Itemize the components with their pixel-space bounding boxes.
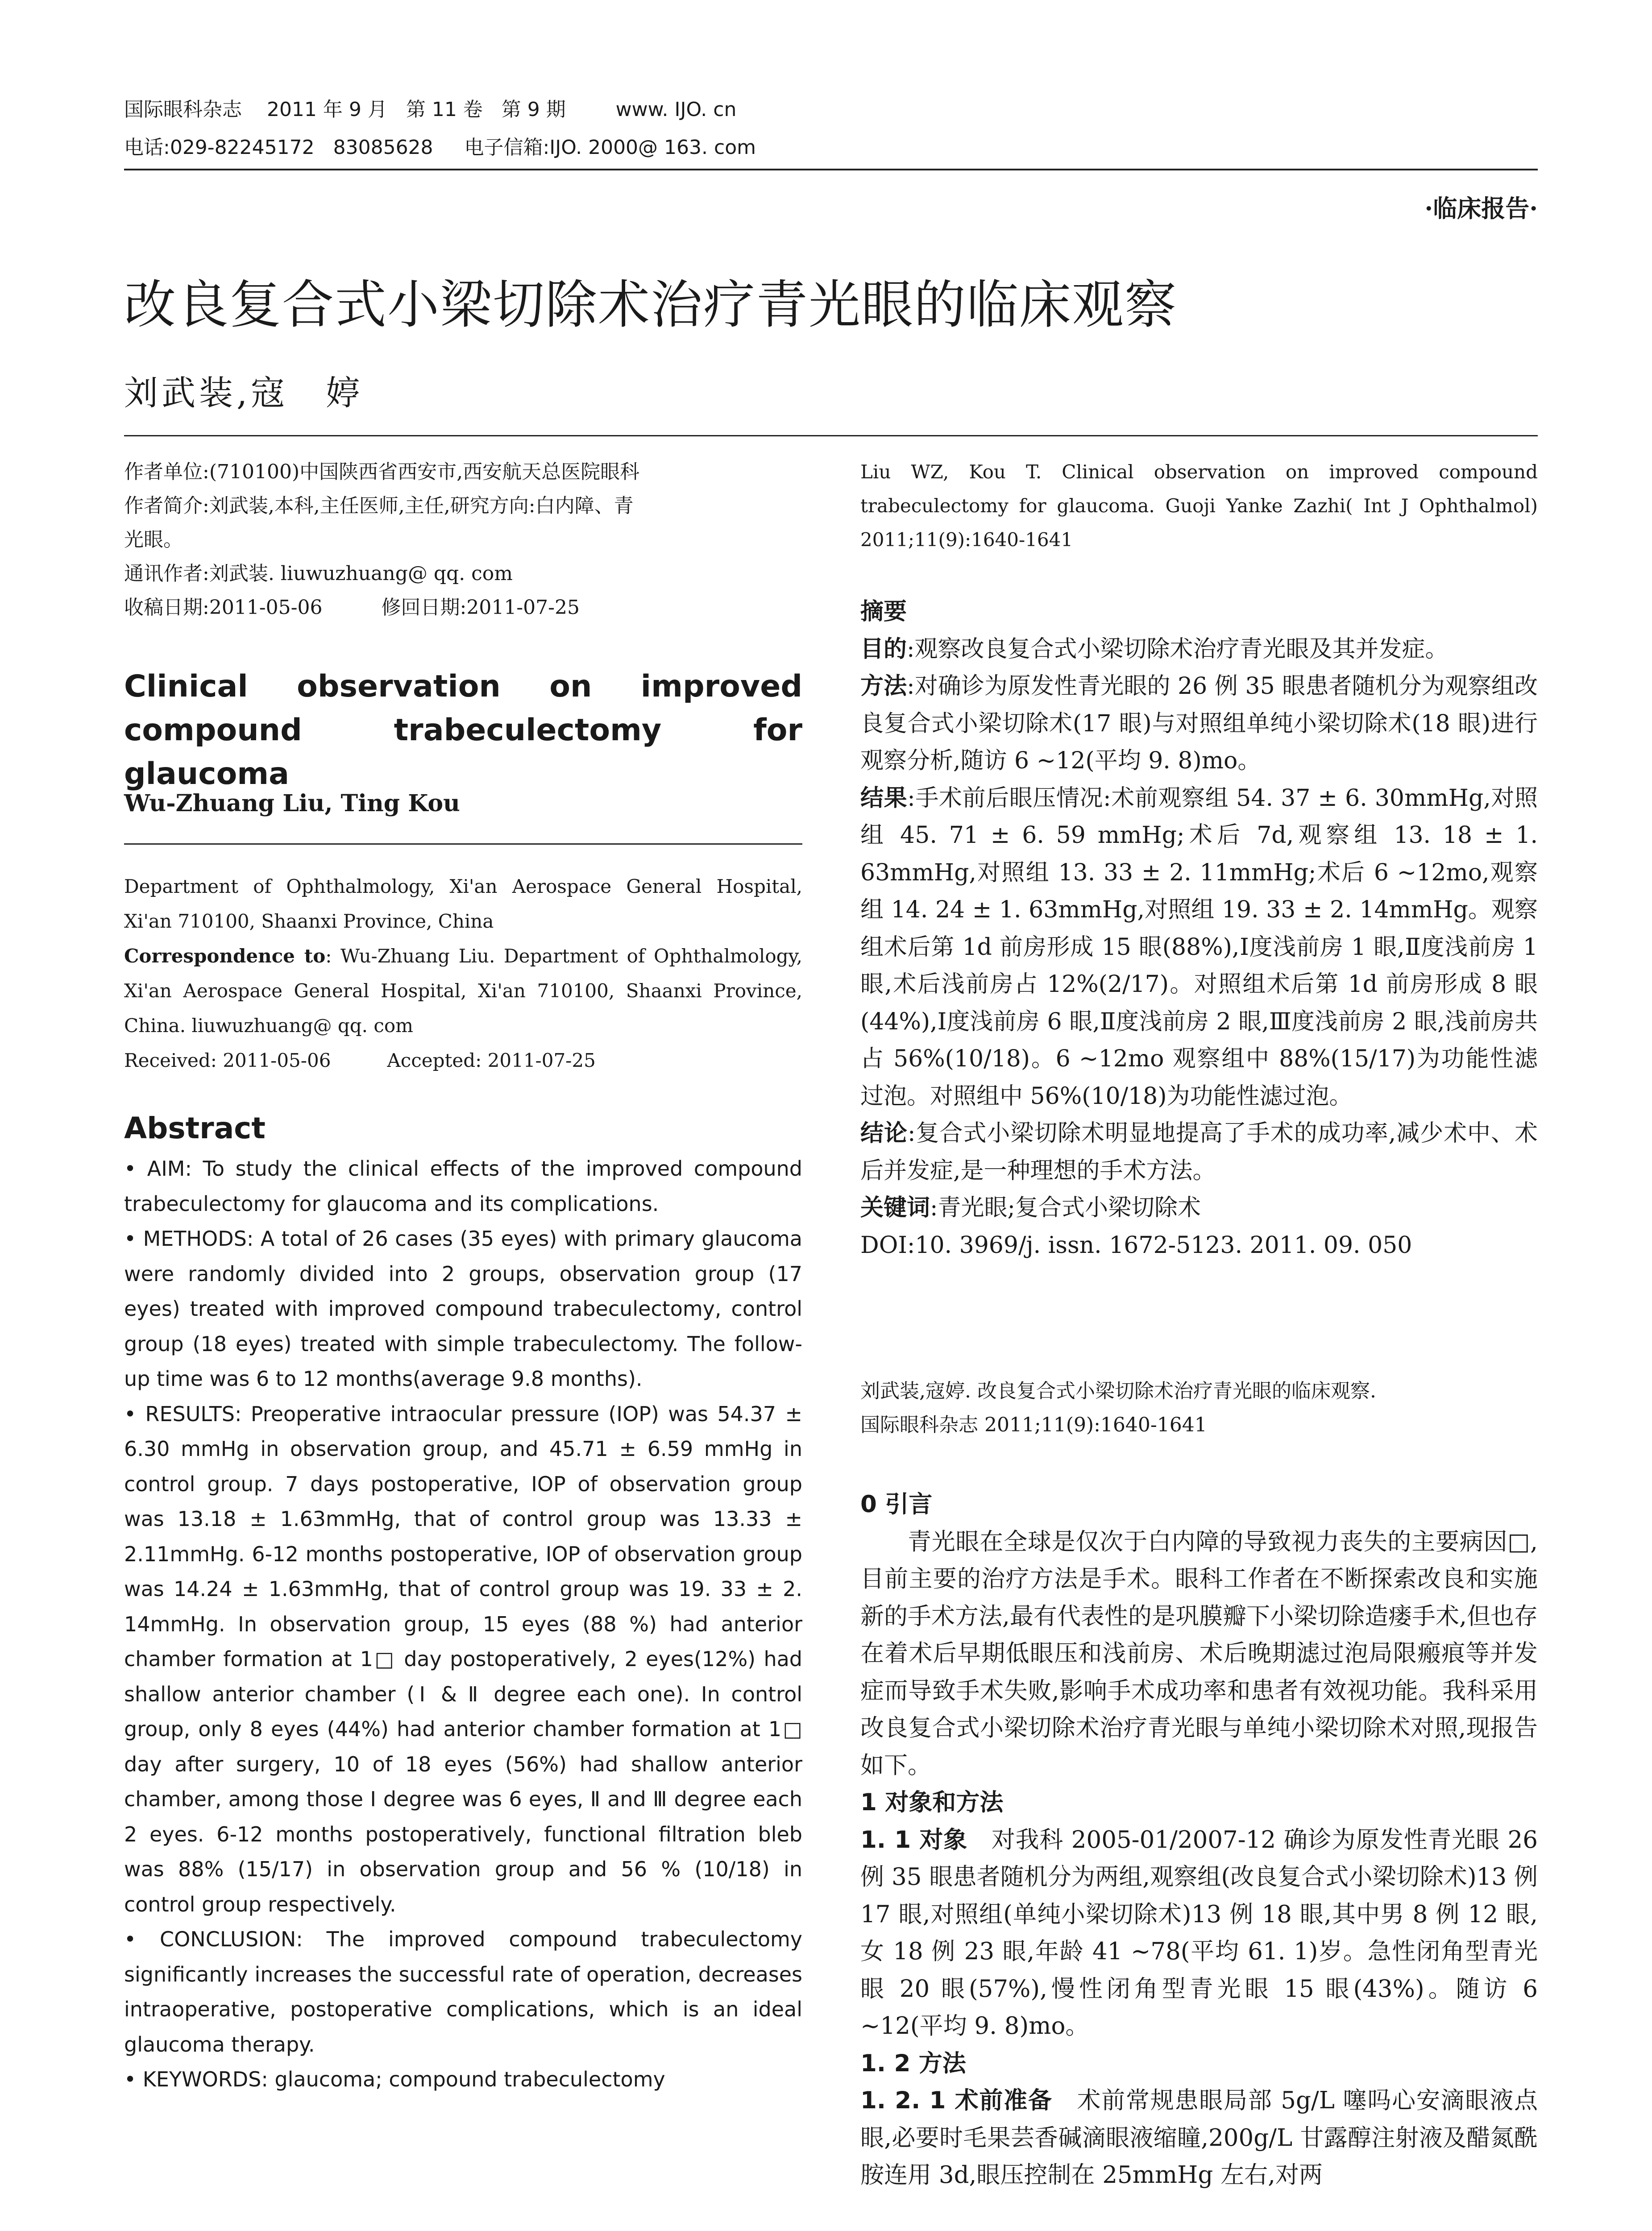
abstract-results: • RESULTS: Preoperative intraocular pressure (IOP) was 54.37 ± 6.30 mmHg in observation group, and 45.71 ± 6.59 mmHg in control group. 7 days postoperative, IOP of observation group was 13.18 ± 1.63mmHg, that of control group was 13.33 ± 2.11mmHg. 6-12 months postoperative, IOP of observation group was 14.24 ± 1.63mmHg, that of control group was 19. 33 ± 2. 14mmHg. In observation group, 15 eyes (88 %) had anterior chamber formation at 1□ day postoperatively, 2 eyes(12%) had shallow anterior chamber (Ⅰ & Ⅱ degree each one). In control group, only 8 eyes (44%) had anterior chamber formation at 1□ day after surgery, 10 of 18 eyes (56%) had shallow anterior chamber, among those Ⅰ degree was 6 eyes, Ⅱ and Ⅲ degree each 2 eyes. 6-12 months postoperatively, functional filtration bleb was 88% (15/17) in observation group and 56 % (10/18) in control group respectively. bbox=[124, 1402, 802, 1916]
english-title: Clinical observation on improved compound trabeculectomy for glaucoma bbox=[124, 669, 802, 792]
english-authors: Wu-Zhuang Liu, Ting Kou bbox=[124, 790, 460, 817]
conclusion-label: 结论 bbox=[860, 1120, 908, 1147]
citation-cn bbox=[860, 1374, 1538, 1442]
section121-label: 1. 2. 1 术前准备 bbox=[860, 2087, 1053, 2114]
title-rule bbox=[124, 435, 1538, 436]
aim-text: :观察改良复合式小梁切除术治疗青光眼及其并发症。 bbox=[907, 635, 1449, 663]
info-line: 作者简介:刘武装,本科,主任医师,主任,研究方向:白内障、青 bbox=[124, 494, 634, 517]
intro-heading: 0 引言 bbox=[860, 1491, 933, 1518]
keywords-text: :青光眼;复合式小梁切除术 bbox=[930, 1194, 1201, 1221]
abstract-cn-heading: 摘要 bbox=[860, 598, 907, 625]
citation-cn-line: 刘武装,寇婷. 改良复合式小梁切除术治疗青光眼的临床观察. bbox=[860, 1380, 1376, 1402]
aim-label: 目的 bbox=[860, 635, 907, 663]
results-text: :手术前后眼压情况:术前观察组 54. 37 ± 6. 30mmHg,对照组 45. 71 ± 6. 59 mmHg;术后 7d,观察组 13. 18 ± 1. 63mmHg,对照组 13. 33 ± 2. 11mmHg;术后 6 ~12mo,观察组 14. 24 ± 1. 63mmHg,对照组 19. 33 ± 2. 14mmHg。观察组术后第 1d 前房形成 15 眼(88%),Ⅰ度浅前房 1 眼,Ⅱ度浅前房 1 眼,术后浅前房占 12%(2/17)。对照组术后第 1d 前房形成 8 眼(44%),Ⅰ度浅前房 6 眼,Ⅱ度浅前房 2 眼,Ⅲ度浅前房 2 眼,浅前房共占 56%(10/18)。6 ~12mo 观察组中 88%(15/17)为功能性滤过泡。对照组中 56%(10/18)为功能性滤过泡。 bbox=[860, 784, 1538, 1110]
section-tag: ·临床报告· bbox=[1424, 194, 1538, 223]
correspondence-label: Correspondence to bbox=[124, 945, 326, 967]
abstract-methods: • METHODS: A total of 26 cases (35 eyes) with primary glaucoma were randomly divided into 2 groups, observation group (17 eyes) treated with improved compound trabeculectomy, control group (18 eyes) treated with simple trabeculectomy. The follow-up time was 6 to 12 months(average 9.8 months). bbox=[124, 1227, 802, 1391]
journal-header-line2: 电话:029-82245172 83085628 电子信箱:IJO. 2000@ 163. com bbox=[124, 136, 756, 159]
abstract-cn-keywords bbox=[860, 1190, 1538, 1227]
citation-en bbox=[860, 455, 1538, 557]
section12-heading: 1. 2 方法 bbox=[860, 2049, 966, 2077]
info-line: 收稿日期:2011-05-06 修回日期:2011-07-25 bbox=[124, 596, 580, 619]
affiliation-rule bbox=[124, 843, 802, 845]
abstract-cn-aim bbox=[860, 631, 1538, 668]
section1-heading: 1 对象和方法 bbox=[860, 1789, 1004, 1816]
authors-cn: 刘武装,寇 婷 bbox=[124, 373, 364, 413]
abstract-en bbox=[124, 1151, 802, 2097]
methods-text: :对确诊为原发性青光眼的 26 例 35 眼患者随机分为观察组改良复合式小梁切除术(17 眼)与对照组单纯小梁切除术(18 眼)进行观察分析,随访 6 ~12(平均 9. 8)mo。 bbox=[860, 673, 1538, 774]
author-info-cn bbox=[124, 455, 807, 625]
header-rule bbox=[124, 169, 1538, 170]
abstract-aim: • AIM: To study the clinical effects of the improved compound trabeculectomy for glaucoma and its complications. bbox=[124, 1157, 802, 1216]
abstract-heading: Abstract bbox=[124, 1111, 266, 1145]
info-line: 通讯作者:刘武装. liuwuzhuang@ qq. com bbox=[124, 562, 513, 585]
info-line: 作者单位:(710100)中国陕西省西安市,西安航天总医院眼科 bbox=[124, 460, 640, 483]
correspondence-text: : Wu-Zhuang Liu. Department of Ophthalmology, Xi'an Aerospace General Hospital, Xi'an 710100, Shaanxi Province, China. liuwuzhuang@ qq. com bbox=[124, 945, 803, 1037]
citation-en-text: Liu WZ, Kou T. Clinical observation on improved compound trabeculectomy for glaucoma. Guoji Yanke Zazhi( Int J Ophthalmol) 2011;11(9):1640-1641 bbox=[860, 461, 1538, 551]
keywords-label: 关键词 bbox=[860, 1194, 930, 1221]
abstract-keywords: • KEYWORDS: glaucoma; compound trabeculectomy bbox=[124, 2067, 665, 2091]
section121-paragraph bbox=[860, 2082, 1538, 2194]
intro-paragraph: 青光眼在全球是仅次于白内障的导致视力丧失的主要病因□,目前主要的治疗方法是手术。眼科工作者在不断探索改良和实施新的手术方法,最有代表性的是巩膜瓣下小梁切除造瘘手术,但也存在着术后早期低眼压和浅前房、术后晚期滤过泡局限瘢痕等并发症而导致手术失败,影响手术成功率和患者有效视功能。我科采用改良复合式小梁切除术治疗青光眼与单纯小梁切除术对照,现报告如下。 bbox=[860, 1528, 1538, 1779]
correspondence-en bbox=[124, 939, 802, 1043]
section121-text: 术前常规患眼局部 5g/L 噻吗心安滴眼液点眼,必要时毛果芸香碱滴眼液缩瞳,200g/L 甘露醇注射液及醋氮酰胺连用 3d,眼压控制在 25mmHg 左右,对两 bbox=[860, 2087, 1538, 2189]
abstract-cn-methods bbox=[860, 668, 1538, 780]
journal-header-line1: 国际眼科杂志 2011 年 9 月 第 11 卷 第 9 期 www. IJO. cn bbox=[124, 98, 737, 121]
results-label: 结果 bbox=[860, 784, 908, 812]
section11-label: 1. 1 对象 bbox=[860, 1826, 967, 1854]
section11-text: 对我科 2005-01/2007-12 确诊为原发性青光眼 26 例 35 眼患者随机分为两组,观察组(改良复合式小梁切除术)13 例 17 眼,对照组(单纯小梁切除术)13 例 18 眼,其中男 8 例 12 眼,女 18 例 23 眼,年龄 41 ~78(平均 61. 1)岁。急性闭角型青光眼 20 眼(57%),慢性闭角型青光眼 15 眼(43%)。随访 6 ~12(平均 9. 8)mo。 bbox=[860, 1826, 1538, 2040]
abstract-conclusion: • CONCLUSION: The improved compound trabeculectomy significantly increases the successful rate of operation, decreases intraoperative, postoperative complications, which is an ideal glaucoma therapy. bbox=[124, 1927, 802, 2057]
abstract-cn-results bbox=[860, 780, 1538, 1116]
methods-label: 方法 bbox=[860, 673, 907, 700]
citation-cn-line: 国际眼科杂志 2011;11(9):1640-1641 bbox=[860, 1414, 1207, 1436]
abstract-cn-conclusion bbox=[860, 1115, 1538, 1190]
doi: DOI:10. 3969/j. issn. 1672-5123. 2011. 09. 050 bbox=[860, 1232, 1412, 1259]
english-affiliation-block bbox=[124, 869, 802, 1078]
section11-paragraph bbox=[860, 1821, 1538, 2045]
article-body bbox=[860, 1486, 1538, 2194]
abstract-cn bbox=[860, 593, 1538, 1264]
affiliation-en: Department of Ophthalmology, Xi'an Aerospace General Hospital, Xi'an 710100, Shaanxi Province, China bbox=[124, 875, 802, 932]
conclusion-text: :复合式小梁切除术明显地提高了手术的成功率,减少术中、术后并发症,是一种理想的手术方法。 bbox=[860, 1120, 1538, 1184]
info-line: 光眼。 bbox=[124, 528, 183, 551]
received-en: Received: 2011-05-06 Accepted: 2011-07-25 bbox=[124, 1049, 596, 1071]
article-title: 改良复合式小梁切除术治疗青光眼的临床观察 bbox=[124, 275, 1177, 335]
